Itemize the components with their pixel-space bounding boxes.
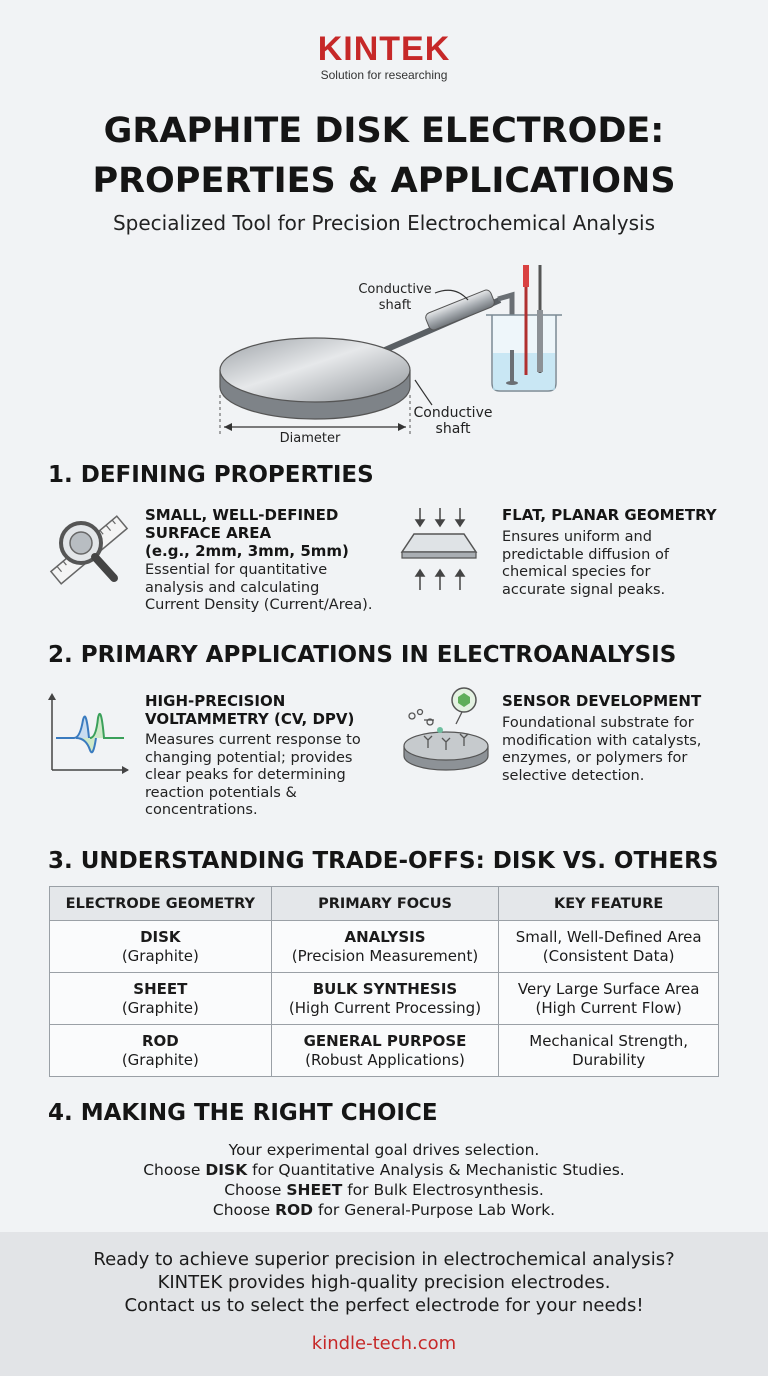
card-title: SENSOR DEVELOPMENT [502,692,702,710]
card-text: changing potential; provides [145,749,353,766]
card-title: (e.g., 2mm, 3mm, 5mm) [145,542,349,560]
section-heading-tradeoffs: 3. UNDERSTANDING TRADE-OFFS: DISK VS. OTHERS [48,848,719,874]
card-text: Foundational substrate for [502,715,694,731]
card-title: VOLTAMMETRY (CV, DPV) [145,710,355,728]
choose-word: Choose [143,1161,201,1179]
application-card-sensor [502,692,752,785]
table-cell [271,921,499,973]
label-text: shaft [435,421,471,437]
label-text: shaft [378,298,412,313]
footer-line: Contact us to select the perfect electrode for your needs! [124,1295,644,1316]
card-title: HIGH-PRECISION [145,692,286,710]
card-title: FLAT, PLANAR GEOMETRY [502,506,717,524]
choice-rod: ROD [275,1201,314,1219]
card-text: Essential for quantitative [145,562,328,578]
cell-main: Mechanical Strength, [529,1031,689,1050]
footer-line: Ready to achieve superior precision in electrochemical analysis? [93,1249,675,1270]
card-text: Measures current response to [145,732,361,748]
card-text: clear peaks for determining [145,767,346,783]
page-title-line-2: PROPERTIES & APPLICATIONS [92,161,676,201]
choice-text [0,1140,768,1220]
choice-line [0,1160,768,1180]
sensor-disk-icon [400,684,490,776]
property-card-planar-geometry [502,506,742,599]
card-text: concentrations. [145,802,258,818]
section-heading-choice: 4. MAKING THE RIGHT CHOICE [48,1100,438,1126]
column-header: KEY FEATURE [499,887,719,921]
cell-main: GENERAL PURPOSE [303,1031,467,1050]
logo-tagline: Solution for researching [320,68,448,82]
page-subtitle: Specialized Tool for Precision Electrochemical Analysis [112,211,656,235]
section-heading-properties: 1. DEFINING PROPERTIES [48,462,374,488]
cell-main: Small, Well-Defined Area [515,927,702,946]
table-cell [499,921,719,973]
magnifier-ruler-icon [48,510,130,590]
property-card-surface-area [145,506,395,615]
choice-line [0,1200,768,1220]
table-cell [499,1025,719,1077]
choice-sheet-rest: for Bulk Electrosynthesis. [347,1181,544,1199]
cell-sub: (Consistent Data) [542,946,675,965]
label-conductive-shaft-bottom [408,405,498,437]
choice-line: Your experimental goal drives selection. [228,1141,540,1159]
choose-word: Choose [212,1201,271,1219]
cell-main: ANALYSIS [344,927,426,946]
table-row [50,921,719,973]
card-text: analysis and calculating [145,579,320,596]
cell-sub: (Robust Applications) [305,1050,465,1069]
card-title: SURFACE AREA [145,524,272,542]
page-title-line-1: GRAPHITE DISK ELECTRODE: [103,111,665,151]
cell-sub: (Graphite) [121,1050,199,1069]
column-header: ELECTRODE GEOMETRY [50,887,272,921]
footer-website-link[interactable]: kindle-tech.com [311,1333,457,1354]
logo-name: KINTEK [317,30,451,68]
hero-illustration [200,255,570,455]
card-text: Ensures uniform and [502,529,652,545]
column-header: PRIMARY FOCUS [271,887,499,921]
flat-plate-icon [398,506,478,592]
table-cell [50,973,272,1025]
choice-sheet: SHEET [286,1181,343,1199]
card-text: enzymes, or polymers for [502,750,688,766]
cell-main: SHEET [133,979,188,998]
choose-word: Choose [224,1181,282,1199]
cell-sub: (Precision Measurement) [291,946,479,965]
tradeoff-table [49,886,719,1077]
card-text: selective detection. [502,767,645,784]
footer-line: KINTEK provides high-quality precision electrodes. [157,1272,611,1293]
cell-sub: (Graphite) [121,998,199,1017]
card-text: accurate signal peaks. [502,581,666,598]
logo [0,30,768,82]
cell-sub: (High Current Flow) [535,998,682,1017]
table-cell [271,973,499,1025]
table-row [50,1025,719,1077]
footer [0,1232,768,1376]
choice-rod-rest: for General-Purpose Lab Work. [317,1201,556,1219]
label-text: Conductive [358,282,432,297]
cell-sub: (Graphite) [121,946,199,965]
label-diameter: Diameter [279,431,341,446]
voltammogram-icon [46,690,132,776]
table-cell [271,1025,499,1077]
choice-disk-rest: for Quantitative Analysis & Mechanistic Studies. [252,1161,625,1179]
card-title: SMALL, WELL-DEFINED [145,506,339,524]
cell-main: DISK [140,927,181,946]
card-text: chemical species for [502,564,651,580]
table-cell [50,921,272,973]
table-cell [50,1025,272,1077]
table-cell [499,973,719,1025]
table-row [50,973,719,1025]
card-text: modification with catalysts, [502,732,702,749]
section-heading-applications: 2. PRIMARY APPLICATIONS IN ELECTROANALYSIS [48,642,677,668]
application-card-voltammetry [145,692,385,820]
cell-sub: (High Current Processing) [288,998,482,1017]
cell-sub: Durability [572,1050,646,1069]
choice-disk: DISK [205,1161,248,1179]
cell-main: ROD [141,1031,179,1050]
card-text: predictable diffusion of [502,546,669,563]
cell-main: BULK SYNTHESIS [312,979,458,998]
label-text: Conductive [413,405,493,421]
page-title [0,106,768,206]
choice-line [0,1180,768,1200]
table-header-row [50,887,719,921]
label-conductive-shaft-top [350,282,440,314]
cell-main: Very Large Surface Area [517,979,700,998]
card-text: reaction potentials & [145,784,297,801]
footer-text [0,1232,768,1317]
card-text: Current Density (Current/Area). [145,597,373,613]
